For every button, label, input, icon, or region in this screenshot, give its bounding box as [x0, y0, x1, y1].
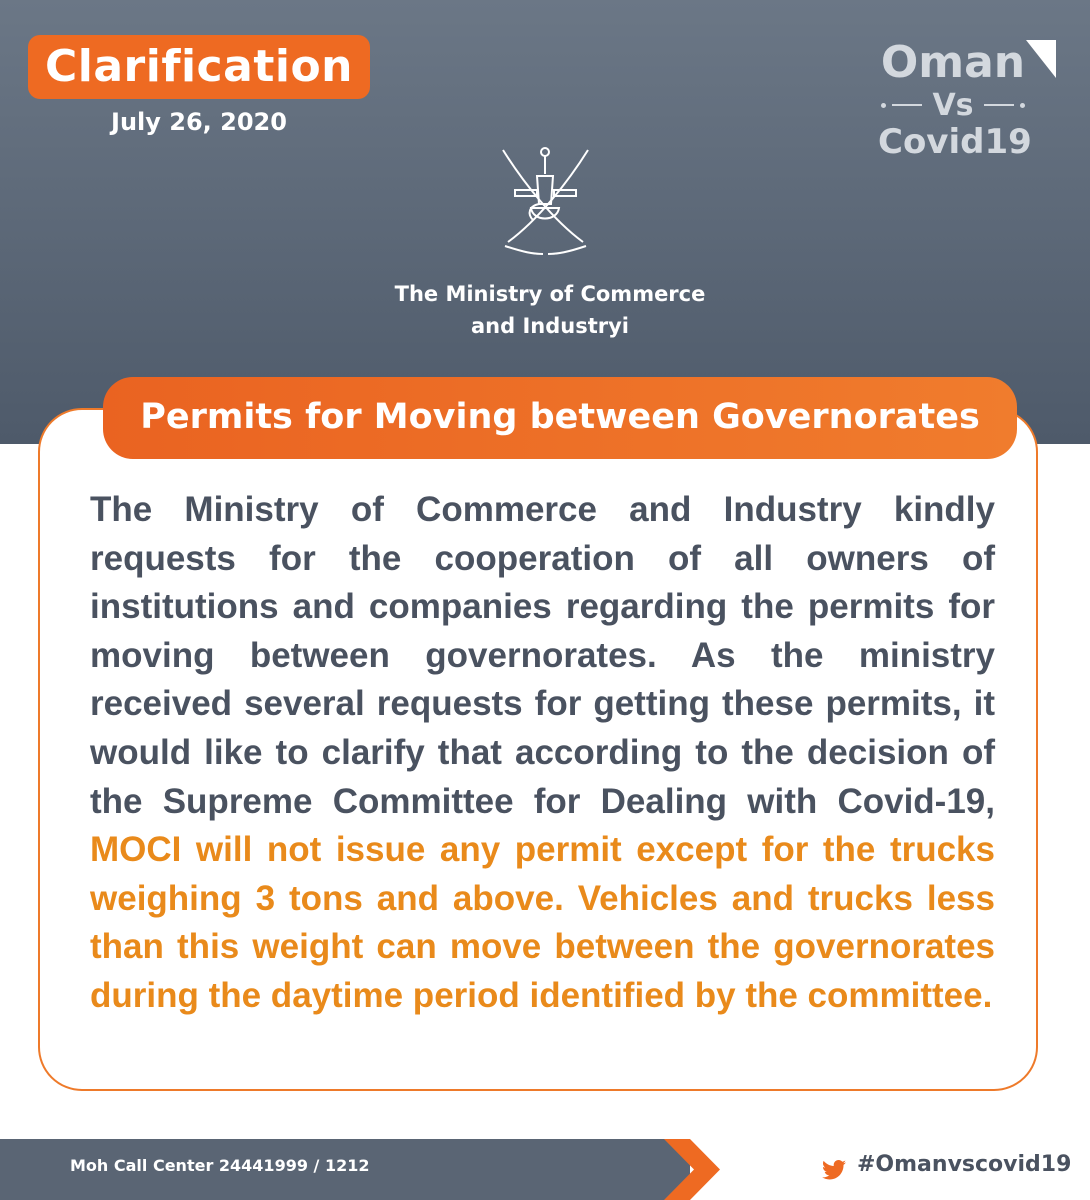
hashtag-link[interactable]: #Omanvscovid19: [857, 1152, 1072, 1177]
chevron-right-icon: [664, 1139, 724, 1200]
body-text-normal: The Ministry of Commerce and Industry kindly requests for the cooperation of all owners of institutions and companies regarding the permits for moving between governorates. As the ministry received several requests for getting these permits, it would like to clarify that according to the decision of the Supreme Committee for Dealing with Covid-19,: [90, 490, 995, 821]
oman-emblem-icon: [493, 142, 598, 260]
body-text-highlight: MOCI will not issue any permit except for the trucks weighing 3 tons and above. Vehicles and trucks less than this weight can move between the governorates during the daytime period identified by the committee.: [90, 830, 995, 1015]
card-body: [90, 486, 995, 1021]
date-label: July 26, 2020: [111, 108, 287, 136]
ministry-line-2: and Industryi: [471, 314, 629, 338]
oman-vs-covid19-logo: [878, 37, 1032, 162]
brand-vs: Vs: [932, 87, 974, 123]
brand-oman: Oman: [880, 37, 1026, 88]
ministry-line-1: The Ministry of Commerce: [394, 282, 706, 306]
brand-dot-right: [1020, 103, 1025, 108]
twitter-icon[interactable]: [822, 1159, 846, 1181]
call-center: Moh Call Center 24441999 / 1212: [70, 1156, 370, 1175]
card-title: Permits for Moving between Governorates: [103, 377, 1017, 459]
brand-dot-left: [881, 103, 886, 108]
brand-covid19: Covid19: [878, 122, 1032, 162]
ministry-name: [300, 278, 800, 342]
brand-line-left: [892, 104, 922, 106]
brand-line-right: [984, 104, 1014, 106]
corner-triangle-icon: [1026, 40, 1056, 78]
brand-vs-row: [878, 88, 1028, 122]
clarification-badge: Clarification: [28, 35, 370, 99]
